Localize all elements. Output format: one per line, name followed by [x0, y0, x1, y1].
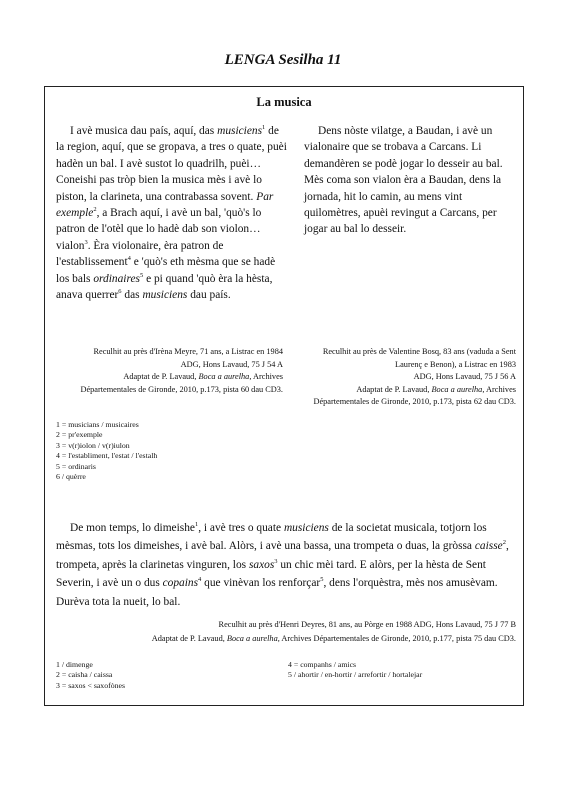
note-item: 1 / dimenge	[56, 660, 93, 669]
footnote-ref: 4	[198, 576, 202, 584]
note-item: 3 = v(r)iolon / v(r)iulon	[56, 440, 130, 450]
french-word: musiciens	[142, 289, 188, 302]
story-one-source: Reculhit au près d'Irèna Meyre, 71 ans, a Listrac en 1984 ADG, Hons Lavaud, 75 J 54 A Adaptat de P. Lavaud, Boca a aurelha, Archives Départementales de Gironde, 2010, p.173, pista 60 dau CD3.	[80, 347, 283, 394]
story-one	[56, 123, 288, 303]
text-frame	[44, 86, 524, 706]
footnote-ref: 5	[139, 271, 144, 279]
french-word: musiciens	[283, 522, 329, 534]
footnote-ref: 2	[93, 206, 97, 214]
footnote-ref: 5	[320, 576, 324, 584]
note-item: 4 = l'establiment, l'estat / l'estalh	[56, 451, 158, 461]
note-item: 5 = ordinaris	[56, 461, 96, 471]
story-one-paragraph: I avè musica dau país, aquí, das musiciens$^1$ de la region, aquí, que se gropava, a tres o quate, puèi hadèn un bal. I avè sustot lo quadrilh, puèi… Coneishi pas tròp bien la musica mès i avè lo piston, la clarineta, una contrabassa sovent. Par exemple$^2$, a Brach aquí, i avè un bal, 'quò's lo patron de l'otèl que lo hadè dab son violon… vialon$^3$. Èra violonaire, èra patron de l'establissement$^4$ e 'quò's eth mèsma que se hadè los bals ordinaires$^5$ e pi quand 'quò èra la hèsta, anava querrer$^6$ das musiciens dau país.	[56, 124, 287, 302]
story-three-source: Reculhit au près d'Henri Deyres, 81 ans, au Pòrge en 1988 ADG, Hons Lavaud, 75 J 77 B Adaptat de P. Lavaud, Boca a aurelha, Archives Départementales de Gironde, 2010, p.177, pista 75 dau CD3.	[151, 620, 516, 643]
story-three-paragraph: De mon temps, lo dimeishe$^1$, i avè tres o quate musiciens de la societat musicala, totjorn los mèsmas, tots los dimeishes, i avè bal. Alòrs, i avè una bassa, una trompeta o duas, la gròssa caisse$^2$, trompeta, après la clarinetas vinguren, los saxos$^3$ un chic mèi tard. E alòrs, per la hèsta de Sent Severin, i avè un o dus copains$^4$ que vinèvan los renforçar$^5$, dens l'orquèstra, mès nos amusèvam. Durèva tota la nueit, lo bal.	[56, 521, 509, 608]
page-title: LENGA Sesilha 11	[224, 52, 342, 68]
note-item: 2 = pr'exemple	[56, 430, 103, 440]
footnote-ref: 3	[84, 239, 88, 247]
note-item: 2 = caisha / caissa	[56, 670, 113, 680]
note-item: 1 = musicians / musicaires	[56, 420, 139, 429]
story-three	[56, 519, 516, 611]
footnote-ref: 1	[262, 124, 266, 132]
story-two	[304, 123, 516, 238]
french-word: copains	[162, 577, 199, 590]
footnote-ref: 4	[127, 255, 131, 263]
french-word: ordinaires	[93, 272, 140, 285]
french-word: musiciens	[217, 125, 263, 137]
story-two-paragraph: Dens nòste vilatge, a Baudan, i avè un vialonaire que se trobava a Carcans. Li demandèren se podè jogar lo desseir au bal. Mès coma son vialon èra a Baudan, dens la jornada, hit lo camin, au mens vint quilomètres, apuèi revingut a Carcans, per jogar au bal lo desseir.	[304, 125, 503, 236]
story-two-source: Reculhit au près de Valentine Bosq, 83 ans (vaduda a Sent Laurenç e Benon), a Listrac en 1983 ADG, Hons Lavaud, 75 J 56 A Adaptat de P. Lavaud, Boca a aurelha, Archives Départementales de Gironde, 2010, p.173, pista 62 dau CD3.	[313, 347, 516, 407]
french-word: Par exemple	[56, 190, 274, 220]
footnote-ref: 3	[274, 558, 278, 566]
note-item: 5 / ahortir / en-hortir / arrefortir / hortalejar	[288, 670, 423, 680]
story-three-notes-left	[56, 660, 125, 691]
note-item: 3 = saxos < saxofònes	[56, 680, 125, 690]
french-word: saxos	[248, 558, 275, 571]
footnote-ref: 6	[118, 288, 122, 296]
note-item: 4 = companhs / amics	[288, 660, 357, 669]
french-word: caisse	[474, 540, 503, 553]
story-one-notes	[56, 420, 157, 482]
footnote-ref: 1	[194, 521, 199, 529]
note-item: 6 / quèrre	[56, 472, 86, 482]
section-title: La musica	[256, 95, 312, 109]
story-three-notes-right	[288, 660, 422, 681]
footnote-ref: 2	[502, 539, 506, 547]
